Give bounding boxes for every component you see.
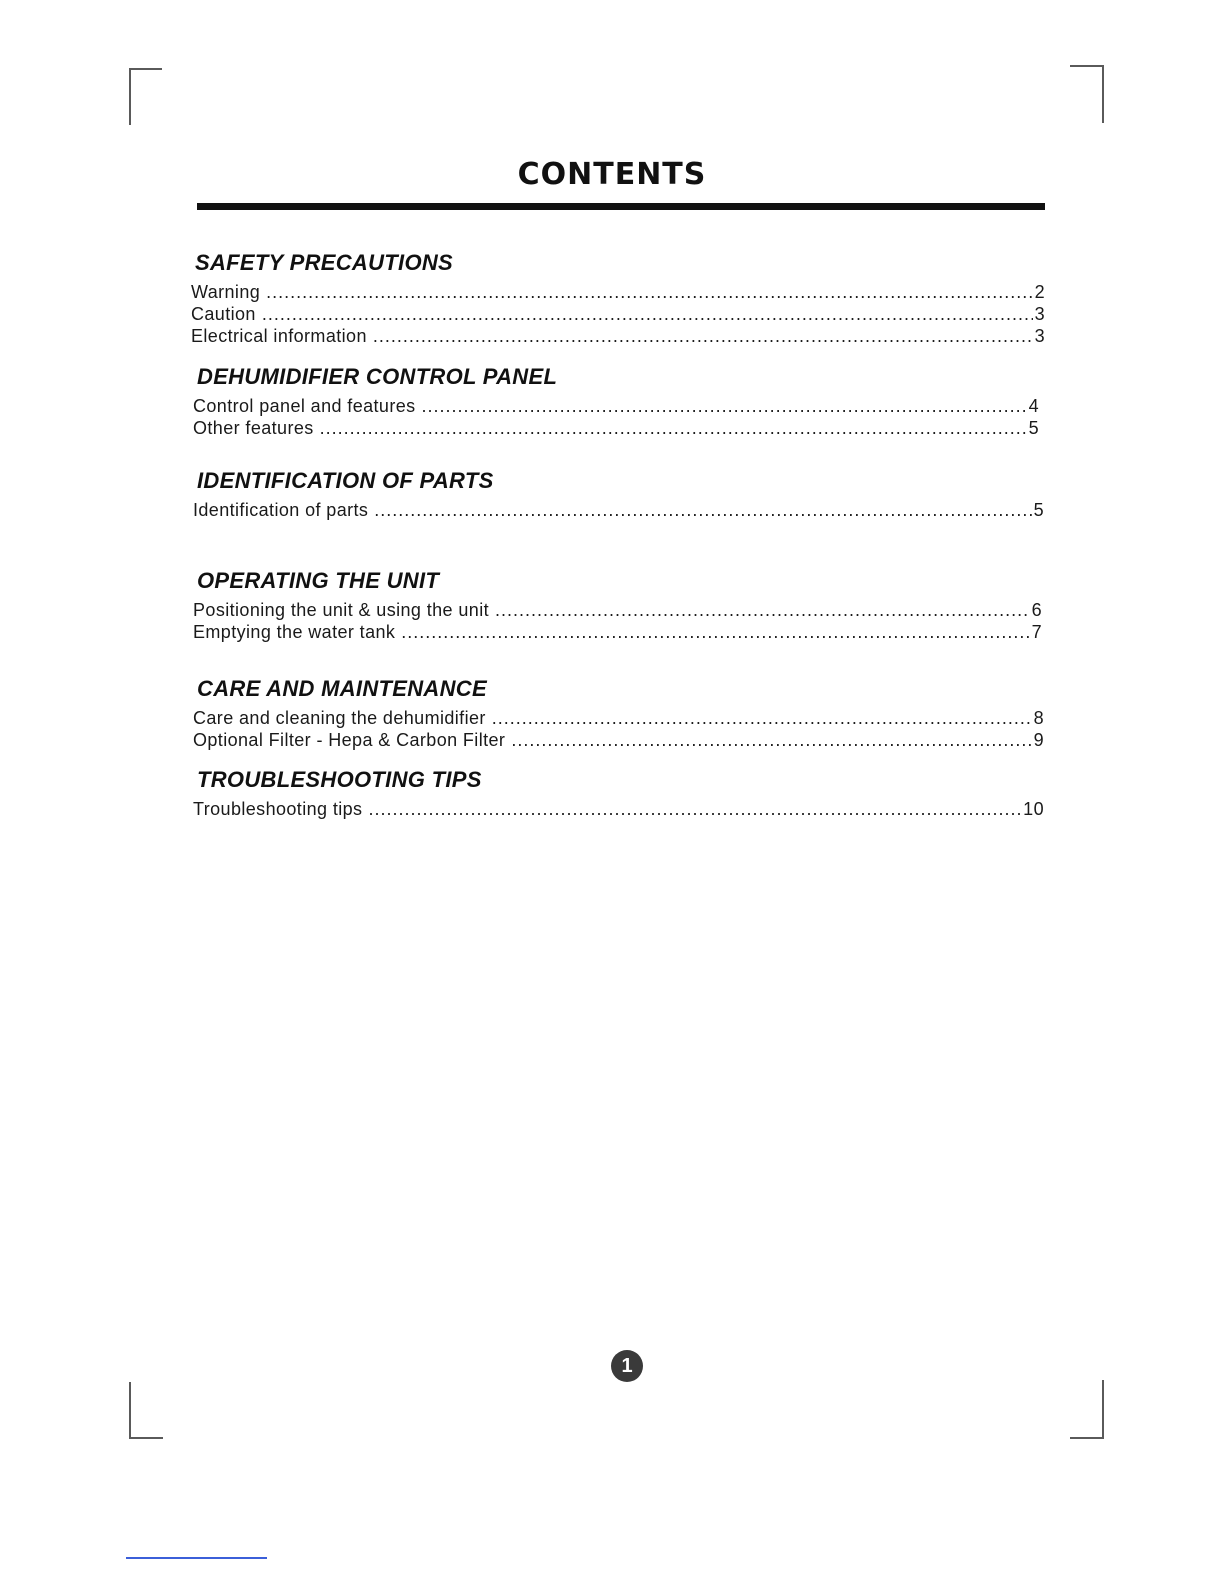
entry-page-number: 8 bbox=[1033, 708, 1044, 728]
entry-page-number: 4 bbox=[1028, 396, 1039, 416]
entry-label: Emptying the water tank bbox=[193, 622, 396, 642]
toc-entry[interactable] bbox=[191, 325, 1045, 347]
crop-mark-top-right-h bbox=[1070, 65, 1104, 67]
crop-mark-bottom-right-v bbox=[1102, 1380, 1104, 1438]
dot-leader bbox=[495, 599, 1030, 621]
toc-entry[interactable] bbox=[193, 395, 1039, 417]
entry-label: Electrical information bbox=[191, 326, 367, 346]
toc-entry[interactable] bbox=[193, 621, 1042, 643]
toc-section-safety bbox=[191, 249, 1045, 347]
section-heading: OPERATING THE UNIT bbox=[197, 568, 440, 593]
entry-label: Other features bbox=[193, 418, 314, 438]
entry-label: Troubleshooting tips bbox=[193, 799, 363, 819]
crop-mark-top-left-v bbox=[129, 68, 131, 125]
entry-page-number: 10 bbox=[1023, 799, 1044, 819]
toc-entry[interactable] bbox=[193, 707, 1044, 729]
dot-leader bbox=[266, 281, 1032, 303]
toc-section-control-panel bbox=[193, 363, 1039, 439]
entry-page-number: 6 bbox=[1031, 600, 1042, 620]
dot-leader bbox=[492, 707, 1032, 729]
toc-entry[interactable] bbox=[193, 599, 1042, 621]
entry-label: Optional Filter - Hepa & Carbon Filter bbox=[193, 730, 506, 750]
toc-section-operating bbox=[193, 567, 1042, 643]
page-number-badge: 1 bbox=[611, 1350, 643, 1382]
section-heading: IDENTIFICATION OF PARTS bbox=[197, 468, 494, 493]
toc-section-care bbox=[193, 675, 1044, 751]
toc-entry[interactable] bbox=[193, 499, 1044, 521]
entry-page-number: 7 bbox=[1031, 622, 1042, 642]
section-heading: DEHUMIDIFIER CONTROL PANEL bbox=[197, 364, 558, 389]
toc-entry[interactable] bbox=[191, 303, 1045, 325]
toc-section-identification bbox=[193, 467, 1044, 521]
dot-leader bbox=[320, 417, 1027, 439]
toc-section-troubleshooting bbox=[193, 766, 1044, 820]
toc-entry[interactable] bbox=[193, 798, 1044, 820]
crop-mark-top-left-h bbox=[129, 68, 162, 70]
entry-page-number: 9 bbox=[1033, 730, 1044, 750]
entry-page-number: 2 bbox=[1034, 282, 1045, 302]
page-title: CONTENTS bbox=[517, 157, 707, 192]
crop-mark-bottom-right-h bbox=[1070, 1437, 1104, 1439]
entry-page-number: 5 bbox=[1028, 418, 1039, 438]
entry-page-number: 5 bbox=[1033, 500, 1044, 520]
entry-label: Caution bbox=[191, 304, 256, 324]
section-heading: CARE AND MAINTENANCE bbox=[197, 676, 487, 701]
crop-mark-top-right-v bbox=[1102, 65, 1104, 123]
section-heading: SAFETY PRECAUTIONS bbox=[195, 250, 454, 275]
entry-page-number: 3 bbox=[1034, 326, 1045, 346]
section-heading: TROUBLESHOOTING TIPS bbox=[197, 767, 482, 792]
entry-label: Control panel and features bbox=[193, 396, 416, 416]
entry-page-number: 3 bbox=[1034, 304, 1045, 324]
entry-label: Identification of parts bbox=[193, 500, 369, 520]
crop-mark-bottom-left-h bbox=[129, 1437, 163, 1439]
dot-leader bbox=[374, 499, 1031, 521]
crop-mark-bottom-left-v bbox=[129, 1382, 131, 1438]
toc-entry[interactable] bbox=[193, 417, 1039, 439]
toc-entry[interactable] bbox=[191, 281, 1045, 303]
entry-label: Warning bbox=[191, 282, 261, 302]
entry-label: Care and cleaning the dehumidifier bbox=[193, 708, 486, 728]
dot-leader bbox=[422, 395, 1027, 417]
dot-leader bbox=[262, 303, 1033, 325]
title-rule bbox=[197, 203, 1045, 210]
toc-entry[interactable] bbox=[193, 729, 1044, 751]
dot-leader bbox=[401, 621, 1029, 643]
dot-leader bbox=[368, 798, 1021, 820]
dot-leader bbox=[511, 729, 1031, 751]
dot-leader bbox=[373, 325, 1033, 347]
entry-label: Positioning the unit & using the unit bbox=[193, 600, 489, 620]
footer-link-underline bbox=[126, 1557, 267, 1559]
